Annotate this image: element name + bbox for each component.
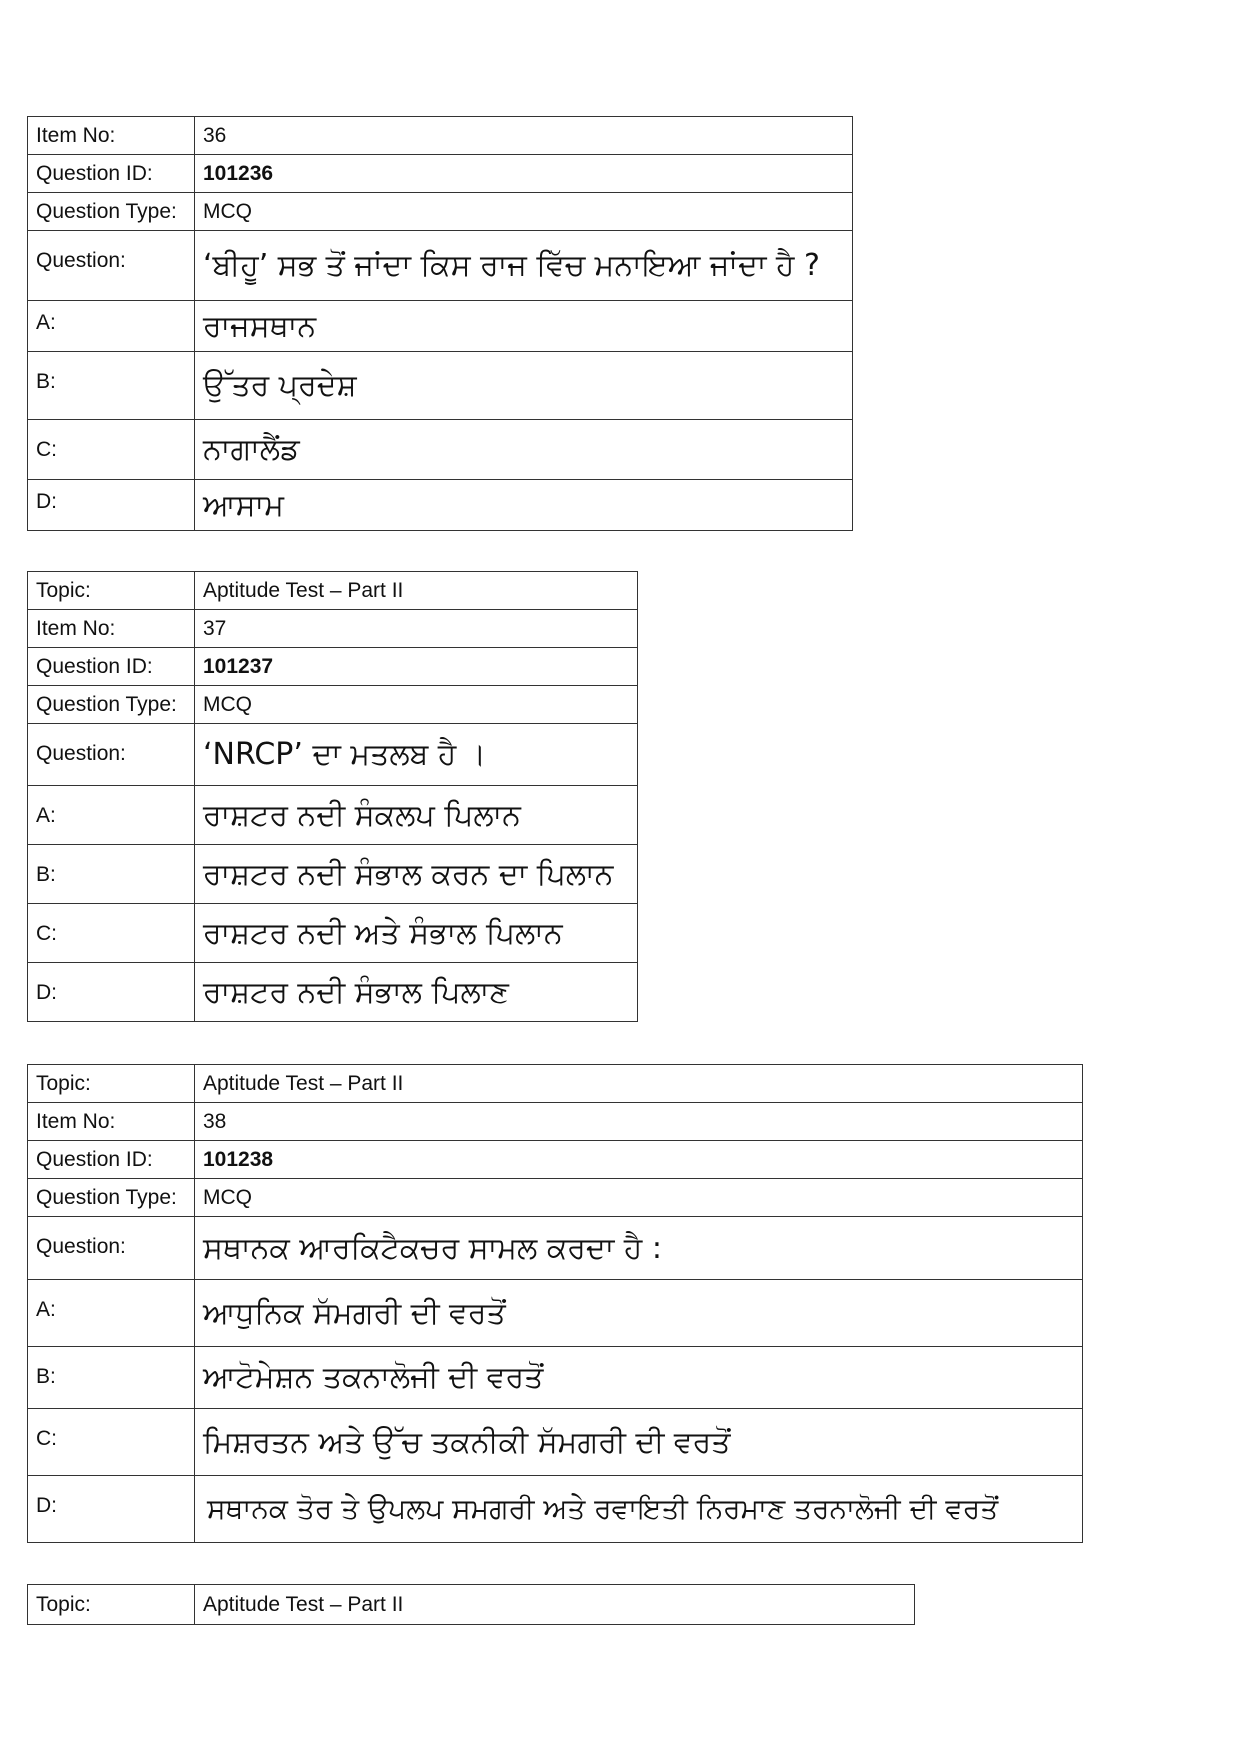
item-no-value: 38 [195,1103,1083,1141]
option-a-row [28,786,638,845]
question-type-value: MCQ [195,1179,1083,1217]
question-38-table [27,1064,1083,1543]
question-label: Question: [28,724,195,786]
option-d-row [28,1476,1083,1543]
option-d-text: ਰਾਸ਼ਟਰ ਨਦੀ ਸੰਭਾਲ ਪਿਲਾਣ [195,963,638,1022]
option-c-label: C: [28,420,195,480]
option-b-text: ਰਾਸ਼ਟਰ ਨਦੀ ਸੰਭਾਲ ਕਰਨ ਦਾ ਪਿਲਾਨ [195,845,638,904]
option-d-label: D: [28,480,195,531]
option-c-label: C: [28,904,195,963]
topic-row [28,1585,915,1625]
question-type-row [28,1179,1083,1217]
question-text: ‘ਬੀਹੂ’ ਸਭ ਤੋਂ ਜਾਂਦਾ ਕਿਸ ਰਾਜ ਵਿੱਚ ਮਨਾਇਆ ਜਾਂਦਾ ਹੈ ? [195,231,853,301]
item-no-value: 36 [195,117,853,155]
option-a-label: A: [28,1280,195,1347]
option-c-row [28,1409,1083,1476]
option-a-text: ਰਾਜਸਥਾਨ [195,301,853,352]
item-no-row [28,1103,1083,1141]
option-b-label: B: [28,1347,195,1409]
question-type-value: MCQ [195,193,853,231]
question-id-row [28,155,853,193]
item-no-label: Item No: [28,1103,195,1141]
topic-row [28,572,638,610]
topic-label: Topic: [28,572,195,610]
option-b-label: B: [28,845,195,904]
question-type-label: Question Type: [28,686,195,724]
item-no-value: 37 [195,610,638,648]
option-b-text: ਆਟੋਮੇਸ਼ਨ ਤਕਨਾਲੋਜੀ ਦੀ ਵਰਤੋਂ [195,1347,1083,1409]
topic-row [28,1065,1083,1103]
question-type-row [28,193,853,231]
item-no-row [28,610,638,648]
question-type-label: Question Type: [28,1179,195,1217]
option-d-text: ਆਸਾਮ [195,480,853,531]
topic-label: Topic: [28,1065,195,1103]
option-a-row [28,301,853,352]
question-text: ਸਥਾਨਕ ਆਰਕਿਟੈਕਚਰ ਸਾਮਲ ਕਰਦਾ ਹੈ : [195,1217,1083,1280]
question-label: Question: [28,231,195,301]
question-id-value: 101236 [195,155,853,193]
option-b-text: ਉੱਤਰ ਪ੍ਰਦੇਸ਼ [195,352,853,420]
topic-value: Aptitude Test – Part II [195,1585,915,1625]
option-c-text: ਨਾਗਾਲੈਂਡ [195,420,853,480]
topic-label: Topic: [28,1585,195,1625]
option-a-label: A: [28,786,195,845]
item-no-row [28,117,853,155]
item-no-label: Item No: [28,610,195,648]
question-id-row [28,1141,1083,1179]
question-row [28,724,638,786]
question-row [28,1217,1083,1280]
question-39-table [27,1584,915,1625]
question-id-value: 101238 [195,1141,1083,1179]
topic-value: Aptitude Test – Part II [195,572,638,610]
option-c-row [28,904,638,963]
option-d-row [28,480,853,531]
question-id-label: Question ID: [28,648,195,686]
question-id-label: Question ID: [28,1141,195,1179]
question-36-table [27,116,853,531]
option-a-text: ਰਾਸ਼ਟਰ ਨਦੀ ਸੰਕਲਪ ਪਿਲਾਨ [195,786,638,845]
option-d-row [28,963,638,1022]
question-text: ‘NRCP’ ਦਾ ਮਤਲਬ ਹੈ । [195,724,638,786]
question-id-label: Question ID: [28,155,195,193]
option-a-row [28,1280,1083,1347]
option-b-label: B: [28,352,195,420]
question-label: Question: [28,1217,195,1280]
option-a-label: A: [28,301,195,352]
question-type-value: MCQ [195,686,638,724]
question-type-label: Question Type: [28,193,195,231]
option-b-row [28,845,638,904]
option-d-text: ਸਥਾਨਕ ਤੋਰ ਤੇ ਉਪਲਪ ਸਮਗਰੀ ਅਤੇ ਰਵਾਇਤੀ ਨਿਰਮਾਣ ਤਰਨਾਲੋਜੀ ਦੀ ਵਰਤੋਂ [195,1476,1083,1543]
option-c-text: ਰਾਸ਼ਟਰ ਨਦੀ ਅਤੇ ਸੰਭਾਲ ਪਿਲਾਨ [195,904,638,963]
topic-value: Aptitude Test – Part II [195,1065,1083,1103]
option-b-row [28,352,853,420]
option-d-label: D: [28,1476,195,1543]
option-c-label: C: [28,1409,195,1476]
option-c-text: ਮਿਸ਼ਰਤਨ ਅਤੇ ਉੱਚ ਤਕਨੀਕੀ ਸੱਮਗਰੀ ਦੀ ਵਰਤੋਂ [195,1409,1083,1476]
question-row [28,231,853,301]
question-id-value: 101237 [195,648,638,686]
option-a-text: ਆਧੁਨਿਕ ਸੱਮਗਰੀ ਦੀ ਵਰਤੋਂ [195,1280,1083,1347]
question-type-row [28,686,638,724]
option-d-label: D: [28,963,195,1022]
option-b-row [28,1347,1083,1409]
option-c-row [28,420,853,480]
question-37-table [27,571,638,1022]
question-id-row [28,648,638,686]
item-no-label: Item No: [28,117,195,155]
